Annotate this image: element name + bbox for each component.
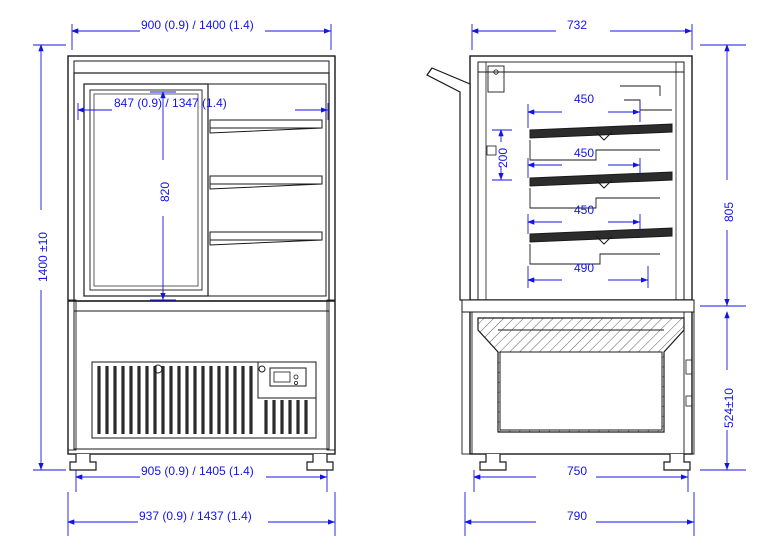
dim-side-bottom-shelf: 490 — [574, 261, 595, 275]
dim-side-outer-depth: 790 — [567, 509, 588, 523]
dim-front-outer-width: 937 (0.9) / 1437 (1.4) — [139, 509, 252, 523]
dim-side-shelf-3: 450 — [574, 203, 595, 217]
dim-side-top-depth: 732 — [567, 18, 588, 32]
dim-side-shelf-1: 450 — [574, 92, 595, 106]
dim-front-glass-width: 847 (0.9) / 1347 (1.4) — [114, 96, 227, 110]
front-view-geometry — [68, 56, 335, 470]
dim-side-lower-height: 524±10 — [722, 388, 736, 428]
dim-front-top-overall: 900 (0.9) / 1400 (1.4) — [141, 18, 254, 32]
side-view-geometry — [427, 56, 694, 470]
dim-front-total-height: 1400 ±10 — [36, 232, 50, 282]
dim-side-base-depth: 750 — [567, 464, 588, 478]
dim-front-base-width: 905 (0.9) / 1405 (1.4) — [141, 464, 254, 478]
dim-side-upper-height: 805 — [722, 201, 736, 222]
dim-front-glass-height: 820 — [158, 181, 172, 202]
dim-side-shelf-2: 450 — [574, 146, 595, 160]
dim-side-shelf-gap: 200 — [496, 147, 510, 168]
